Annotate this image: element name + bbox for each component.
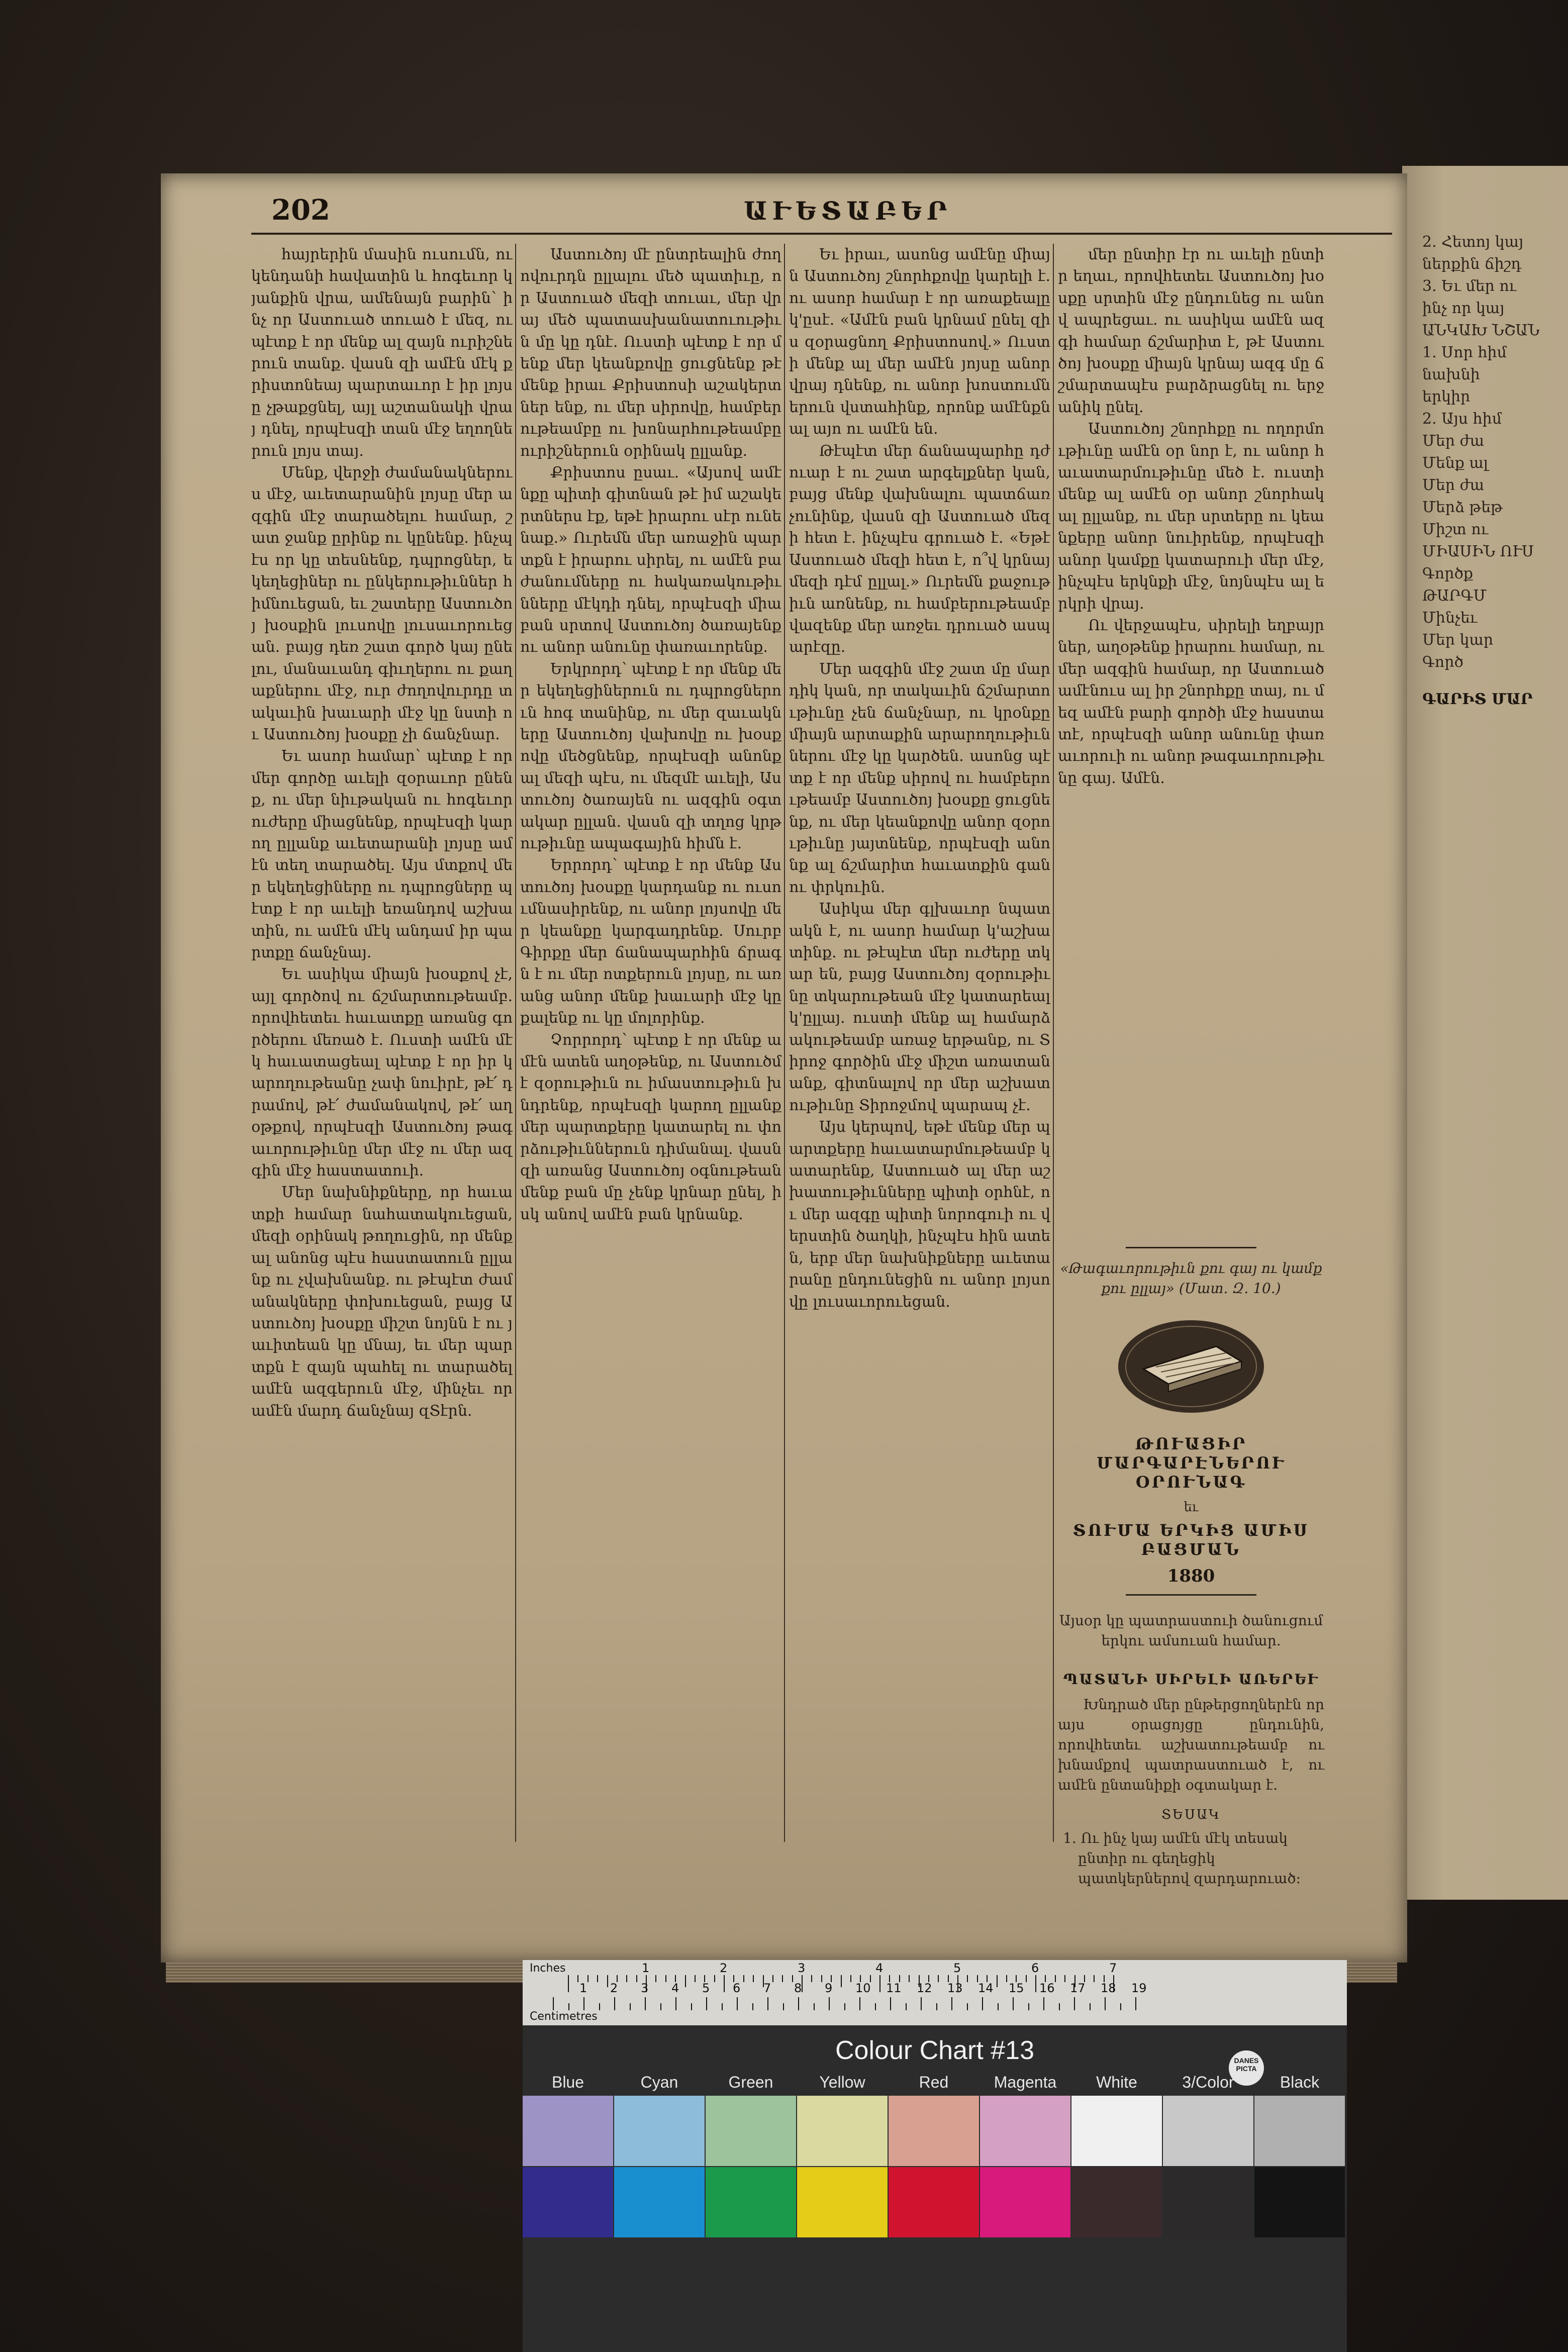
ruler-tick [1055, 1975, 1056, 1982]
swatch-light [1071, 2096, 1162, 2166]
ruler-tick [967, 2003, 968, 2010]
ruler-tick [1028, 2003, 1029, 2010]
swatch-label: Red [919, 2073, 949, 2091]
ruler-tick [921, 1997, 922, 2010]
ruler-tick [875, 2003, 876, 2010]
swatch-dark [1254, 2167, 1345, 2237]
colour-chart-card [523, 1960, 1347, 2352]
column-separator [1053, 244, 1054, 1842]
column-paragraph: Աստուծոյ մէ ընտրեալին ժողովուրդն ըլլալու մեծ պատիւը, որ Աստուած մեզի տուաւ, մեր վրայ մեծ պատասխանատուութիւն մը կը դնէ. Ուստի պէտք է որ մենք մեր կեանքովը ցուցնենք թէ մենք իրաւ Քրիստոսի աշակերտներ ենք, ու մեր սիրովը, համբերութեամբը ու խոնարհութեամբը ուրիշներուն օրինակ ըլլանք. [520, 246, 781, 460]
ruler-inch-number: 1 [642, 1961, 650, 1975]
ruler-inch-number: 5 [953, 1961, 961, 1975]
facing-page-line: Մեր ժա [1422, 476, 1485, 494]
column-paragraph: Ու վերջապէս, սիրելի եղբայրներ, աղօթենք իրարու համար, ու մեր ազգին համար, որ Աստուած ամէնուս ալ իր շնորհքը տայ, ու մեզ ամէն բարի գործի մէջ հաստատէ, որպէսզի անոր անունը փառաւորուի ու անոր թագաւորութիւնը գայ. Ամէն. [1058, 616, 1324, 787]
ruler-tick [829, 1997, 830, 2010]
ruler-tick [1090, 2003, 1091, 2010]
ruler-tick [821, 1975, 822, 1982]
ruler-inch-number: 3 [798, 1961, 806, 1975]
swatch-label: Cyan [640, 2073, 678, 2091]
colour-chart-title: Colour Chart #13 [835, 2036, 1034, 2065]
facing-page-line: 3. Եւ մեր ու [1422, 277, 1517, 295]
column-paragraph: Քրիստոս ըսաւ. «Այսով ամէնքը պիտի գիտնան թէ իմ աշակերտներս էք, եթէ իրարու սէր ունենաք.» Ուրեմն մեր առաջին պարտքն է իրարու սիրել, ու ամէն բաժանումները ու հակառակութիւնները մէկդի դնել, որպէսզի միաբան սրտով Աստուծոյ ծառայենք ու անոր անունը փառաւորենք. [520, 464, 781, 656]
facing-page-line: նախնի [1422, 366, 1480, 383]
text-column-2 [520, 244, 781, 1842]
ruler-tick [936, 2003, 937, 2010]
ruler-cm-number: 16 [1039, 1981, 1055, 1995]
ruler-inch-number: 2 [720, 1961, 728, 1975]
ruler-tick [655, 1975, 656, 1982]
ruler-tick [767, 1997, 768, 2010]
ruler-tick [599, 2003, 600, 2010]
ruler-tick [752, 2003, 753, 2010]
ruler-tick [660, 2003, 661, 2010]
ruler-tick [626, 1975, 627, 1982]
column-paragraph: Երկրորդ՝ պէտք է որ մենք մեր եկեղեցիներուն ու դպրոցներուն հոգ տանինք, ու մեր զաւակները Աստուծոյ վախովը ու խօսքովը մեծցնենք, որպէսզի անոնք ալ մեզի պէս, ու մեզմէ աւելի, Աստուծոյ ծառայեն ու ազգին օգտակար ըլլան. վասն զի տղոց կրթութիւնը ապագային հիմն է. [520, 660, 781, 852]
ruler-cm-number: 8 [794, 1981, 802, 1995]
advert-year: 1880 [1167, 1566, 1215, 1586]
swatch-label: Green [728, 2073, 773, 2091]
ruler-tick [553, 1997, 554, 2010]
ruler-cm-number: 19 [1131, 1981, 1147, 1995]
ruler-tick [1043, 1997, 1044, 2010]
column-paragraph: հայրերին մասին ուսումն, ու կենդանի հավատին և հոգեւոր կյանքին վրա, ամենայն բարին՝ ինչ որ Աստուած տուած է մեզ, ու պէտք է որ մենք ալ զայն ուրիշներուն տանք. վասն զի ամէն մէկ քրիստոնեայ պարտաւոր է իր լոյսը չթաքցնել, այլ աշտանակի վրայ դնել, որպէսզի տան մէջ եղողներուն լոյս տայ. [251, 246, 513, 460]
facing-page-column [1422, 231, 1558, 711]
ruler-tick [879, 1975, 880, 1992]
ruler-tick [1135, 1997, 1136, 2010]
ruler-tick [1105, 1997, 1106, 2010]
swatch-label: Blue [551, 2073, 584, 2091]
swatch-label: Black [1280, 2073, 1320, 2091]
column-paragraph: Այս կերպով, եթէ մենք մեր պարտքերը հաւատարմութեամբ կատարենք, Աստուած ալ մեր աշխատութիւնները պիտի օրհնէ, ու մեր ազգը պիտի նորոգուի ու վերստին ծաղկի, ինչպէս հին ատեն, երբ մեր նախնիքները աւետարանը ընդունեցին ու անոր լոյսովը լուսաւորուեցան. [789, 1118, 1050, 1311]
swatch-dark [797, 2167, 888, 2237]
ruler-tick [997, 1975, 998, 1987]
column-separator [784, 244, 785, 1842]
ruler-tick [798, 1997, 799, 2010]
brand-logo: DANES PICTA [1229, 2050, 1264, 2086]
ruler-inches-label: Inches [530, 1962, 566, 1975]
facing-page-line: ՄԻԱՍԻՆ ՈՒՍ [1422, 543, 1534, 560]
calendar-advertisement [1058, 1239, 1324, 1889]
swatch-label: 3/Color [1182, 2073, 1234, 2091]
ruler-tick [1064, 1975, 1065, 1982]
ruler-tick [597, 1975, 598, 1982]
swatch-light [523, 2096, 613, 2166]
ruler-tick [645, 1997, 646, 2010]
ruler-tick [792, 1975, 793, 1982]
swatch-light [614, 2096, 705, 2166]
facing-page-line: Մեր կար [1422, 631, 1494, 649]
column-paragraph: Եւ իրաւ, ասոնց ամէնը միայն Աստուծոյ շնորհքովը կարելի է. ու ասոր համար է որ առաքեալը կ'ըսէ. «Ամէն բան կրնամ ընել զիս զօրացնող Քրիստոսով.» Ուստի մենք ալ մեր ամէն յոյսը անոր վրայ դնենք, ու անոր խոստումներուն վստահինք, որոնք ամէնքն ալ այո ու ամէն են. [789, 246, 1050, 438]
column-paragraph: Թէպէտ մեր ճանապարհը դժուար է ու շատ արգելքներ կան, բայց մենք վախնալու պատճառ չունինք, վասն զի Աստուած մեզի հետ է. ինչպէս գրուած է. «Եթէ Աստուած մեզի հետ է, ո՞վ կրնայ մեզի դէմ ըլլալ.» Ուրեմն քաջութիւն առնենք, ու համբերութեամբ վազենք մեր առջեւ դրուած ասպարէզը. [789, 442, 1050, 656]
ruler-cm-number: 18 [1101, 1981, 1116, 1995]
swatch-light [1163, 2096, 1253, 2166]
advert-title-line-1: ԹՈՒԱՑԻՐ ՄԱՐԳԱՐԷՆԵՐՈՒ ՕՐՈՒՆԱԳ [1097, 1434, 1286, 1492]
ruler-inch-number: 4 [875, 1961, 884, 1975]
ruler-tick [636, 1975, 637, 1982]
swatch-light [889, 2096, 979, 2166]
ruler-tick [714, 1975, 715, 1982]
facing-page-line: Միշտ ու [1422, 521, 1489, 538]
ruler-cm-number: 15 [1009, 1981, 1024, 1995]
facing-page-line: ինչ որ կայ [1422, 300, 1505, 317]
advert-conjunction: եւ [1184, 1500, 1199, 1515]
column-paragraph: Մենք, վերջի ժամանակներուս մէջ, աւետարանին լոյսը մեր ազգին մէջ տարածելու համար, շատ ջանք ըրինք ու կընենք. ինչպէս որ կը տեսնենք, դպրոցներ, եկեղեցիներ ու ընկերութիւններ հիմնուեցան, եւ շատերը Աստուծոյ խօսքին լուսովը լուսաւորուեցան. բայց դեռ շատ գործ կայ ընելու, մանաւանդ գիւղերու ու քաղաքներու մէջ, ուր ժողովուրդը տակաւին խաւարի մէջ կը նստի ու Աստուծոյ խօսքը չի ճանչնար. [251, 464, 513, 743]
swatch-label: Magenta [994, 2073, 1057, 2091]
facing-page-line: երկիր [1422, 388, 1471, 406]
ruler-tick [695, 1975, 696, 1982]
ruler-tick [783, 2003, 784, 2010]
ruler-tick [737, 1997, 738, 2010]
ruler-cm-number: 5 [702, 1981, 710, 1995]
ruler-tick [577, 1975, 578, 1982]
advert-subheading: ՏԵՍԱԿ [1161, 1807, 1221, 1822]
facing-page-line: Գործ [1422, 653, 1463, 671]
ruler-tick [938, 1975, 939, 1982]
facing-page-line: ԱՆԿԱԽ ՆՇԱՆ [1422, 322, 1540, 339]
swatch-dark [980, 2167, 1070, 2237]
ruler-tick [1094, 1975, 1095, 1982]
facing-page-line: ԹԱՐԳՄ [1422, 587, 1487, 605]
ruler-cm-number: 4 [671, 1981, 679, 1995]
ruler-inch-number: 6 [1031, 1961, 1039, 1975]
header-rule [251, 233, 1392, 235]
ruler-tick [568, 2003, 569, 2010]
ruler-tick [743, 1975, 744, 1982]
column-paragraph: Ասիկա մեր գլխաւոր նպատակն է, ու ասոր համար կ'աշխատինք. ու թէպէտ մեր ուժերը տկար են, բայց Աստուծոյ զօրութիւնը տկարութեան մէջ կատարեալ կ'ըլլայ. ուստի մենք ալ համարձակութեամբ առաջ երթանք, ու Տիրոջ գործին մէջ միշտ առատանանք, գիտնալով որ մեր աշխատութիւնը Տիրոջմով պարապ չէ. [789, 900, 1050, 1114]
ruler-cm-number: 12 [917, 1981, 932, 1995]
facing-page-line: 2. Հետոյ կայ [1422, 233, 1524, 251]
swatch-light [797, 2096, 888, 2166]
swatch-light [706, 2096, 796, 2166]
ruler-tick [967, 1975, 968, 1982]
ruler-tick [890, 1997, 891, 2010]
column-paragraph: Մեր ազգին մէջ շատ մը մարդիկ կան, որ տակաւին ճշմարտութիւնը չեն ճանչնար, ու կրօնքը միայն արտաքին արարողութիւններու մէջ կը կարծեն. ասոնց պէտք է որ մենք սիրով ու համբերութեամբ Աստուծոյ խօսքը ցուցնենք, ու մեր կեանքովը անոր զօրութիւնը յայտնենք, որպէսզի անոնք ալ ճշմարիտ հաւատքին գան ու փրկուին. [789, 660, 1050, 896]
ruler-tick [906, 2003, 907, 2010]
advert-section-heading: ՊԱՏԱՆԻ ՍԻՐԵԼԻ ԱՌԵՐԵՒ [1063, 1671, 1319, 1688]
ruler-tick [675, 1997, 676, 2010]
ruler-tick [951, 1997, 952, 2010]
facing-page-line: Մենք ալ [1422, 454, 1489, 472]
ruler-tick [614, 1997, 615, 2010]
swatch-dark [614, 2167, 705, 2237]
advert-title-line-2: ՏՈՒՄԱ ԵՐԿԻՑ ԱՄԻՍ ԲԱՑՄԱՆ [1072, 1521, 1310, 1559]
facing-page-line: 2. Այս հիմ [1422, 410, 1502, 428]
text-column-4 [1058, 244, 1324, 1229]
facing-page-line: 1. Սոր հիմ [1422, 344, 1507, 361]
ruler-cm-number: 11 [886, 1981, 902, 1995]
newspaper-page [161, 173, 1407, 1963]
ruler-tick [685, 1975, 686, 1987]
facing-page-line: Մեր ժա [1422, 432, 1485, 450]
ruler-centimetres-label: Centimetres [530, 2010, 598, 2023]
ruler-tick [706, 1997, 707, 2010]
ruler-tick [811, 1975, 812, 1982]
column-paragraph: Եւ ասոր համար՝ պէտք է որ մեր գործը աւելի զօրաւոր ընենք, ու մեր նիւթական ու հոգեւոր ուժերը միացնենք, որպէսզի կարող ըլլանք աւետարանի լոյսը ամէն տեղ տարածել. Այս մտքով մեր եկեղեցիները ու դպրոցները պէտք է որ աւելի եռանդով աշխատին, ու ամէն մէկ անդամ իր պարտքը ճանչնայ. [251, 747, 513, 961]
ruler-cm-number: 9 [825, 1981, 833, 1995]
ruler-tick [850, 1975, 851, 1982]
swatch-dark [706, 2167, 796, 2237]
ruler-cm-number: 3 [641, 1981, 649, 1995]
advert-top-rule [1126, 1247, 1256, 1248]
ruler-tick [772, 1975, 773, 1982]
advert-list-item: 1. Ու ինչ կայ ամէն մէկ տեսակ ընտիր ու գեղեցիկ պատկերներով զարդարուած: [1063, 1830, 1301, 1887]
ruler-tick [1074, 1997, 1075, 2010]
ruler-cm-number: 6 [733, 1981, 741, 1995]
ruler-tick [753, 1975, 754, 1982]
ruler-tick [665, 1975, 666, 1982]
ruler-tick [998, 2003, 999, 2010]
ruler-tick [630, 2003, 631, 2010]
swatch-dark [889, 2167, 979, 2237]
ruler-tick [1035, 1975, 1036, 1992]
advert-mid-rule [1126, 1594, 1256, 1596]
ruler-cm-number: 2 [610, 1981, 618, 1995]
facing-page-heading: ԳԱՐԻՏ ՄԱՐ [1422, 691, 1533, 708]
text-column-1 [251, 244, 513, 1842]
ruler-tick [982, 1997, 983, 2010]
ruler-tick [607, 1975, 608, 1987]
ruler-tick [782, 1975, 783, 1982]
text-column-3 [789, 244, 1050, 1842]
facing-page-line: ներքին ճիշդ [1422, 255, 1522, 273]
ruler-cm-number: 10 [855, 1981, 871, 1995]
swatch-dark [523, 2167, 613, 2237]
ruler-tick [1059, 2003, 1060, 2010]
ruler-tick [1006, 1975, 1007, 1982]
column-paragraph: Աստուծոյ շնորհքը ու ողորմութիւնը ամէն օր նոր է, ու անոր հաւատարմութիւնը մեծ է. ուստի մենք ալ ամէն օր անոր շնորհակալ ըլլանք, ու մեր սրտերը ու կեանքերը անոր նուիրենք, որպէսզի անոր կամքը կատարուի մեր մէջ, ինչպէս երկնքի մէջ, նոյնպէս ալ երկրի վրայ. [1058, 420, 1324, 613]
advert-text: Խնդրած մեր ընթերցողներէն որ այս օրացոյցը ընդունին, որովհետեւ աշխատութեամբ ու խնամքով պատրաստուած է, ու ամէն ընտանիքի օգտակար է. [1058, 1696, 1324, 1793]
ruler-cm-number: 7 [763, 1981, 771, 1995]
ruler-tick [724, 1975, 725, 1992]
advert-verse: «Թագաւորութիւն քու գայ ու կամք քու ըլլայ» (Մատ. Զ. 10.) [1060, 1260, 1322, 1297]
facing-page-line: Գործք [1422, 565, 1474, 582]
ruler-tick [1013, 1997, 1014, 2010]
ruler-tick [1026, 1975, 1027, 1982]
column-paragraph: Երրորդ՝ պէտք է որ մենք Աստուծոյ խօսքը կարդանք ու ուսումնասիրենք, ու անոր լոյսովը մեր կեանքը կարգադրենք. Սուրբ Գիրքը մեր ճանապարհին ճրագն է ու մեր ոտքերուն լոյսը, ու առանց անոր մենք խաւարի մէջ կը քալենք ու կը մոլորինք. [520, 856, 781, 1027]
ruler-tick [568, 1975, 569, 1992]
ruler-inch-number: 7 [1109, 1961, 1117, 1975]
column-paragraph: Չորրորդ՝ պէտք է որ մենք ամէն ատեն աղօթենք, ու Աստուծմէ զօրութիւն ու իմաստութիւն խնդրենք, որպէսզի կարող ըլլանք մեր պարտքերը կատարել ու փորձութիւններուն դիմանալ. վասն զի առանց Աստուծոյ օգնութեան մենք բան մը չենք կրնար ընել, իսկ անով ամէն բան կրնանք. [520, 1031, 781, 1223]
ruler-tick [722, 2003, 723, 2010]
swatch-light [980, 2096, 1070, 2166]
facing-page-line: Մերձ թեթ [1422, 499, 1503, 516]
column-paragraph: Մեր նախնիքները, որ հաւատքի համար նահատակուեցան, մեզի օրինակ թողուցին, որ մենք ալ անոնց պէս հաստատուն ըլլանք ու չվախնանք. ու թէպէտ ժամանակները փոխուեցան, բայց Աստուծոյ խօսքը միշտ նոյնն է ու յաւիտեան կը մնայ, եւ մեր պարտքն է զայն պահել ու տարածել ամէն ազգերուն մէջ, մինչեւ որ ամէն մարդ ճանչնայ զՏէրն. [251, 1184, 513, 1420]
swatch-light [1254, 2096, 1345, 2166]
ruler-tick [909, 1975, 910, 1982]
page-number: 202 [271, 193, 330, 227]
swatch-label: Yellow [819, 2073, 865, 2091]
column-paragraph: մեր ընտիր էր ու աւելի ընտիր եղաւ, որովհետեւ Աստուծոյ խօսքը սրտին մէջ ընդունեց ու անով ապրեցաւ. ու ասիկա ամէն ազգի համար ճշմարիտ է, թէ Աստուծոյ խօսքը միայն կրնայ ազգ մը ճշմարտապէս բարձրացնել ու երջանիկ ընել. [1058, 246, 1324, 416]
ruler-cm-number: 1 [579, 1981, 587, 1995]
ruler-tick [859, 1997, 860, 2010]
ruler-tick [587, 1975, 589, 1982]
swatch-dark [1163, 2167, 1253, 2237]
ruler-tick [691, 2003, 692, 2010]
ruler-tick [814, 2003, 815, 2010]
ruler-tick [844, 2003, 845, 2010]
swatch-dark [1071, 2167, 1162, 2237]
facing-page-line: Մինչեւ [1422, 609, 1478, 627]
ruler-tick [841, 1975, 842, 1987]
ruler-tick [583, 1997, 584, 2010]
facing-page [1402, 166, 1568, 1900]
advert-note: Այսօր կը պատրաստուի ծանուցում երկու ամսուան համար. [1059, 1612, 1323, 1649]
measurement-ruler [523, 1960, 1347, 2025]
column-paragraph: Եւ ասիկա միայն խօսքով չէ, այլ գործով ու ճշմարտութեամբ. որովհետեւ հաւատքը առանց գործերու մեռած է. Ուստի ամէն մէկ հաւատացեալ պէտք է որ իր կարողութեանը չափ նուիրէ, թէ՛ դրամով, թէ՛ ժամանակով, թէ՛ աղօթքով, որպէսզի Աստուծոյ թագաւորութիւնը մեր մէջ ու մեր ազգին մէջ հաստատուի. [251, 965, 513, 1180]
column-separator [515, 244, 516, 1842]
ruler-cm-number: 13 [947, 1981, 963, 1995]
ruler-cm-number: 17 [1070, 1981, 1086, 1995]
ruler-tick [802, 1975, 803, 1992]
book-engraving-icon [1116, 1314, 1266, 1414]
running-head: ԱՒԵՏԱԲԵՐ [744, 196, 952, 226]
ruler-tick [1120, 2003, 1121, 2010]
swatch-label: White [1096, 2073, 1137, 2091]
ruler-cm-number: 14 [978, 1981, 994, 1995]
